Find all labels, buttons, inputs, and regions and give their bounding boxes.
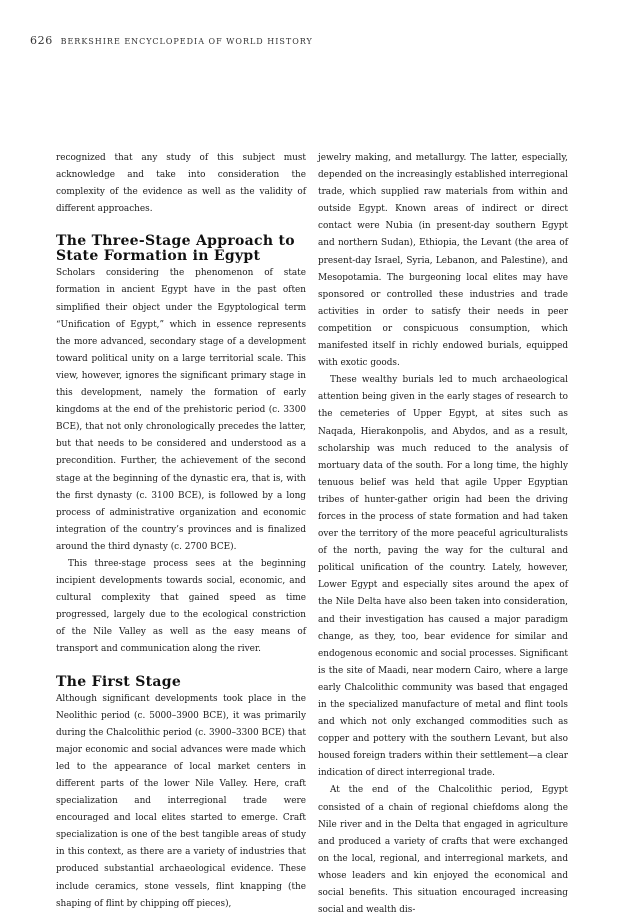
paragraph: Although significant developments took place in the Neolithic period (c. 5000–3900 BCE), it was primarily during the Chalcolithic period (c. 3900–3300 BCE) that major economic and social advances were made which led to the appearance of local market centers in different parts of the lower Nile Valley. Here, craft specialization and interregional trade were encouraged and local elites started to emerge. Craft specialization is one of the best tangible areas of study in this context, as there are a variety of industries that produced substantial archaeological evidence. These include ceramics, stone vessels, flint knapping (the shaping of flint by chipping off pieces), <box>56 693 306 909</box>
page-number: 626 <box>30 34 53 47</box>
left-column <box>56 150 306 913</box>
running-head <box>30 34 313 47</box>
paragraph: These wealthy burials led to much archaeological attention being given in the early stages of research to the cemeteries of Upper Egypt, at sites such as Naqada, Hierakonpolis, and Abydos, and as a result, scholarship was much reduced to the analysis of mortuary data of the south. For a long time, the highly tenuous belief was held that agile Upper Egyptian tribes of hunter-gather origin had been the driving forces in the process of state formation and had taken over the territory of the more peaceful agriculturalists of the north, paving the way for the cultural and political unification of the country. Lately, however, Lower Egypt and especially sites around the apex of the Nile Delta have also been taken into consideration, and their investigation has caused a major paradigm change, as they, too, bear evidence for similar and endogenous economic and social processes. Significant is the site of Maadi, near modern Cairo, where a large early Chalcolithic community was based that engaged in the specialized manufacture of metal and flint tools and which not only exchanged commodities such as copper and pottery with the southern Levant, but also housed foreign traders within their settlement—a clear indication of direct interregional trade. <box>318 375 568 779</box>
section-heading-three-stage: The Three-Stage Approach to State Formation in Egypt <box>56 233 295 265</box>
paragraph: This three-stage process sees at the beginning incipient developments towards social, economic, and cultural complexity that gained speed as time progressed, largely due to the ecological constriction of the Nile Valley as well as the easy means of transport and communication along the river. <box>56 558 306 655</box>
intro-paragraph: recognized that any study of this subject must acknowledge and take into consideration the complexity of the evidence as well as the validity of different approaches. <box>56 153 306 215</box>
paragraph: At the end of the Chalcolithic period, Egypt consisted of a chain of regional chiefdoms along the Nile river and in the Delta that engaged in agriculture and produced a variety of crafts that were exchanged on the local, regional, and interregional markets, and whose leaders and kin enjoyed the economical and social benefits. This situation encouraged increasing social and wealth dis- <box>318 785 568 916</box>
right-column <box>318 150 568 919</box>
section-heading-first-stage: The First Stage <box>56 673 182 690</box>
paragraph: jewelry making, and metallurgy. The latter, especially, depended on the increasingly established interregional trade, which supplied raw materials from within and outside Egypt. Known areas of indirect or direct contact were Nubia (in present-day southern Egypt and northern Sudan), Ethiopia, the Levant (the area of present-day Israel, Syria, Lebanon, and Palestine), and Mesopotamia. The burgeoning local elites may have sponsored or controlled these industries and trade activities in order to satisfy their needs in peer competition or conspicuous consumption, which manifested itself in richly endowed burials, equipped with exotic goods. <box>318 153 568 369</box>
running-head-title: BERKSHIRE ENCYCLOPEDIA OF WORLD HISTORY <box>60 37 313 46</box>
paragraph: Scholars considering the phenomenon of state formation in ancient Egypt have in the past often simplified their object under the Egyptological term “Unification of Egypt,” which in essence represents the more advanced, secondary stage of a development toward political unity on a large territorial scale. This view, however, ignores the significant primary stage in this development, namely the formation of early kingdoms at the end of the prehistoric period (c. 3300 BCE), that not only chronologically precedes the latter, but that needs to be considered and understood as a precondition. Further, the achievement of the second stage at the beginning of the dynastic era, that is, with the first dynasty (c. 3100 BCE), is followed by a long process of administrative organization and economic integration of the country’s provinces and is finalized around the third dynasty (c. 2700 BCE). <box>56 268 306 552</box>
